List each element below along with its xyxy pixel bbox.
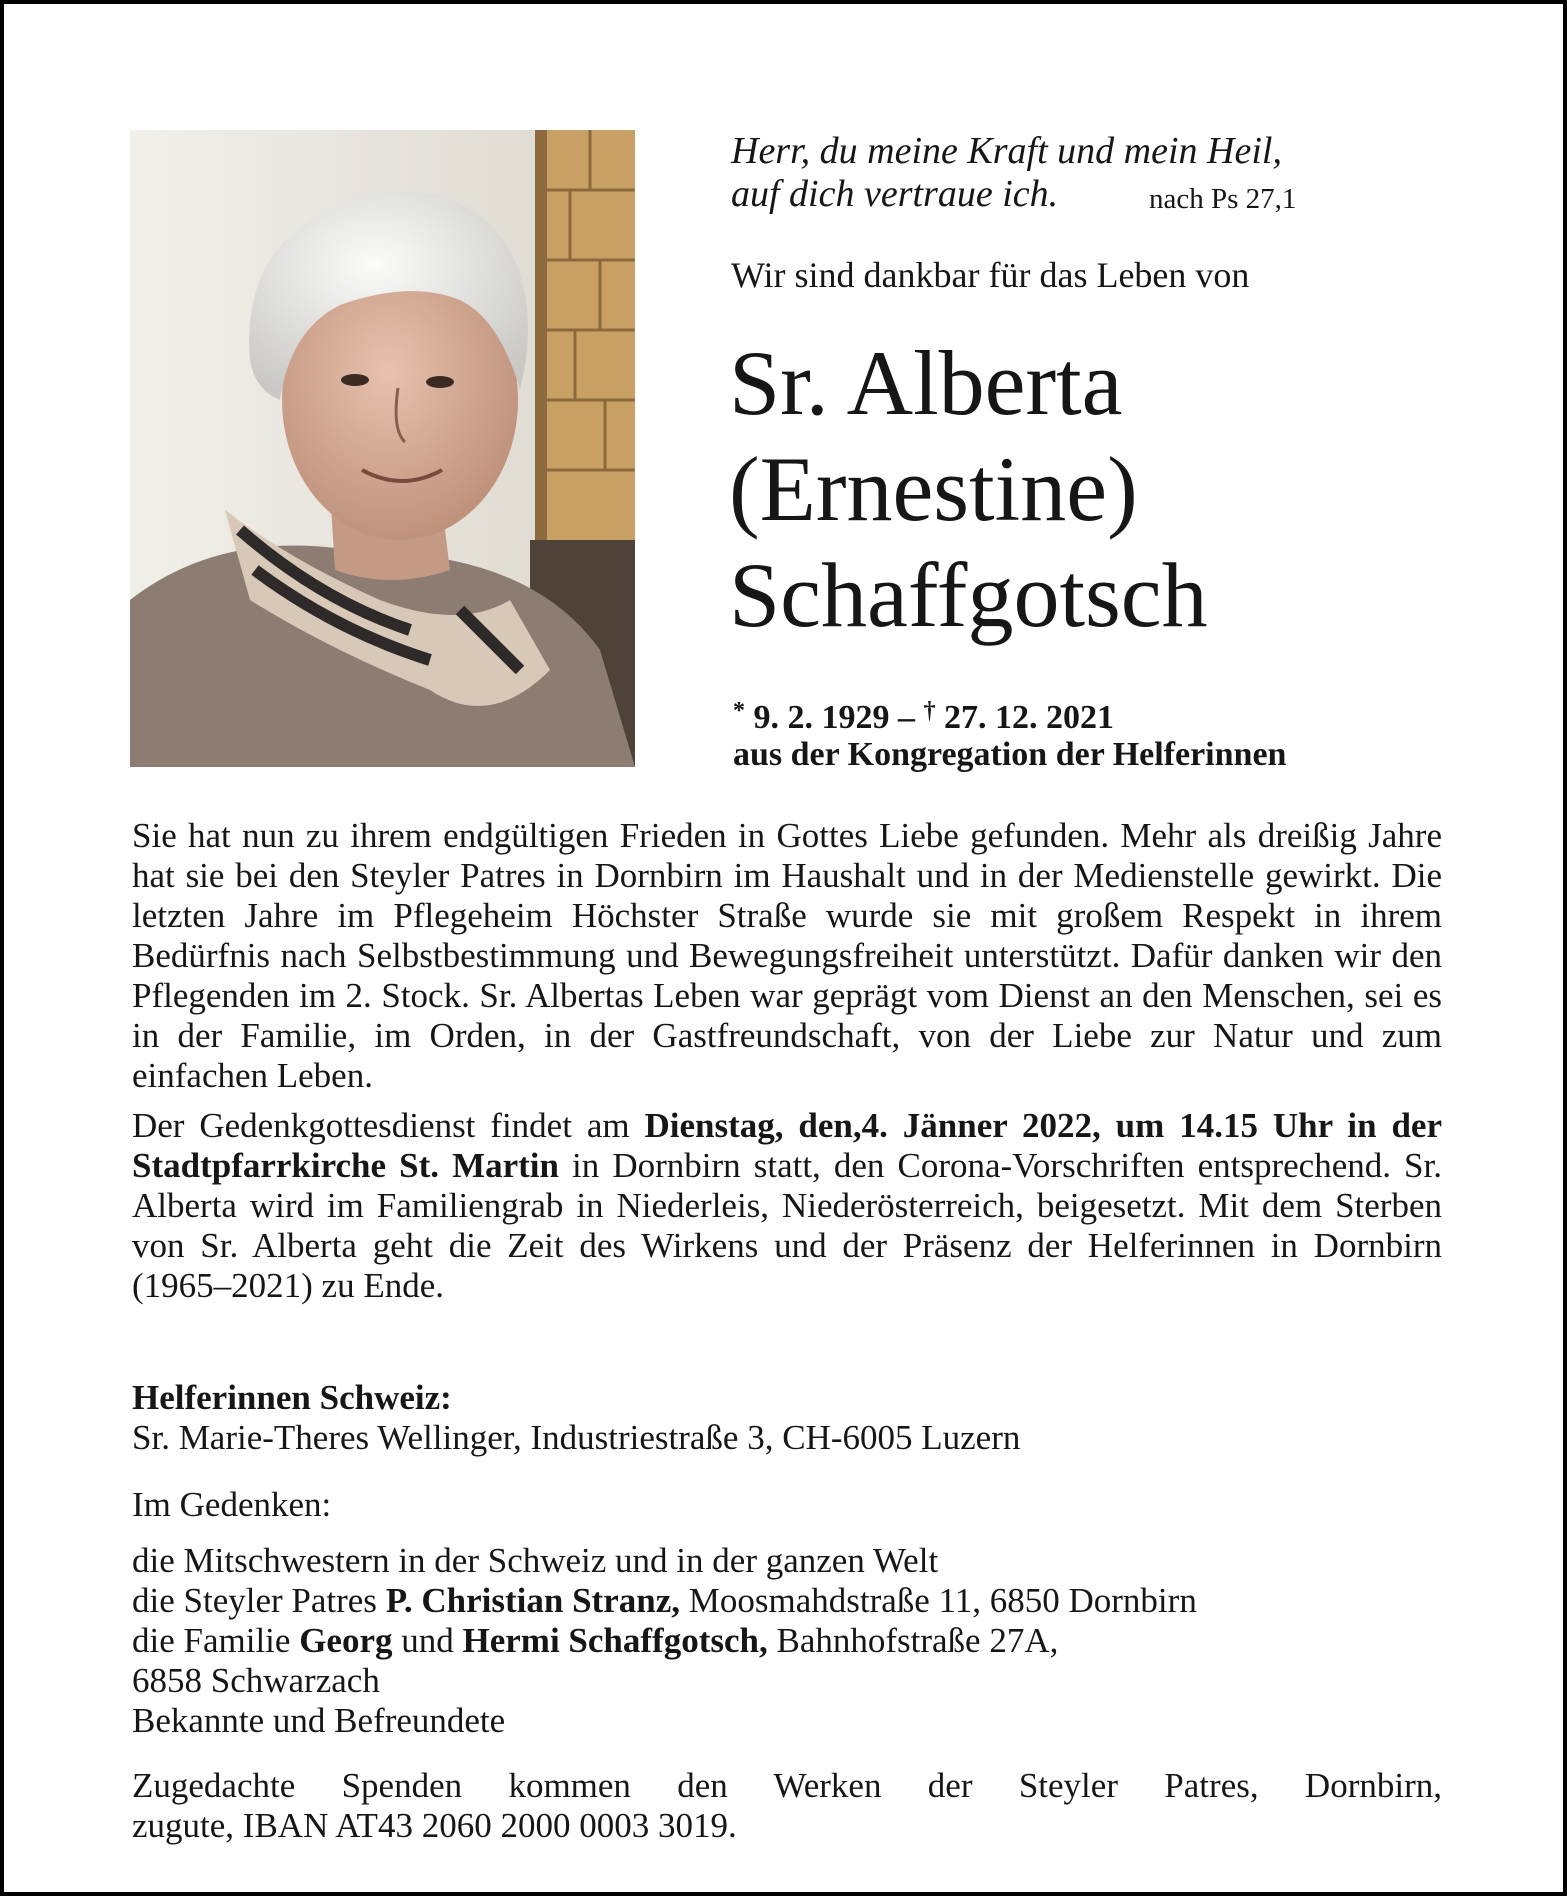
service-date-location: Dienstag, den,4. Jänner 2022, um 14.15 Uhr in der Stadtpfarrkirche St. Martin [132, 1106, 1442, 1185]
contact-address: Sr. Marie-Theres Wellinger, Industriestraße 3, CH-6005 Luzern [132, 1418, 1021, 1457]
contact-block [132, 1378, 1020, 1458]
verse-reference: nach Ps 27,1 [1149, 183, 1297, 215]
mourner-address: Bahnhofstraße 27A, [767, 1621, 1059, 1660]
obituary-page [4, 4, 1563, 1892]
mourner-prefix: die Steyler Patres [132, 1581, 386, 1620]
obituary-body [132, 816, 1442, 1316]
mourner-line-3 [132, 1621, 1197, 1661]
deceased-name [729, 330, 1208, 648]
donation-line-2: zugute, IBAN AT43 2060 2000 0003 3019. [132, 1806, 737, 1845]
name-line-3: Schaffgotsch [729, 544, 1208, 646]
mourner-name: Hermi Schaffgotsch, [462, 1621, 768, 1660]
mourner-line-5: Bekannte und Befreundete [132, 1701, 506, 1740]
mourner-line-2 [132, 1581, 1197, 1621]
birth-date: 9. 2. 1929 – [753, 699, 915, 736]
mourner-name: Georg [299, 1621, 393, 1660]
service-intro: Der Gedenkgottesdienst findet am [132, 1106, 645, 1145]
life-dates [733, 699, 1286, 773]
mourner-name: P. Christian Stranz, [385, 1581, 680, 1620]
mourner-line-4: 6858 Schwarzach [132, 1661, 380, 1700]
bible-verse [731, 130, 1297, 216]
mourner-prefix: die Familie [132, 1621, 300, 1660]
birth-symbol: * [733, 698, 745, 724]
name-line-2: (Ernestine) [729, 438, 1138, 540]
contact-heading: Helferinnen Schweiz: [132, 1378, 452, 1417]
intro-text: Wir sind dankbar für das Leben von [731, 255, 1250, 295]
donation-line-1: Zugedachte Spenden kommen den Werken der Steyler Patres, Dornbirn, [132, 1766, 1442, 1805]
mourner-conjunction: und [392, 1621, 463, 1660]
congregation: aus der Kongregation der Helferinnen [733, 736, 1287, 773]
name-line-1: Sr. Alberta [729, 332, 1123, 434]
body-paragraph-1: Sie hat nun zu ihrem endgültigen Frieden in Gottes Liebe gefunden. Mehr als dreißig Jahre hat sie bei den Steyler Patres in Dornbirn im Haushalt und in der Medienstelle gewirkt. Die letzten Jahre im Pflegeheim Höchster Straße wurde sie mit großem Respekt in ihrem Bedürfnis nach Selbstbestimmung und Bewegungsfreiheit unterstützt. Dafür danken wir den Pflegenden im 2. Stock. Sr. Albertas Leben war geprägt vom Dienst an den Menschen, sei es in der Familie, im Orden, in der Gastfreundschaft, von der Liebe zur Natur und zum einfachen Leben. [132, 816, 1442, 1095]
verse-line-2: auf dich vertraue ich. [731, 173, 1059, 215]
death-symbol: † [923, 698, 936, 724]
death-date: 27. 12. 2021 [944, 699, 1114, 736]
portrait-photo [130, 130, 635, 767]
verse-line-1: Herr, du meine Kraft und mein Heil, [731, 130, 1282, 172]
mourner-address: Moosmahdstraße 11, 6850 Dornbirn [679, 1581, 1197, 1620]
mourner-line-1: die Mitschwestern in der Schweiz und in der ganzen Welt [132, 1541, 939, 1580]
memorial-heading: Im Gedenken: [132, 1485, 332, 1524]
body-paragraph-2 [132, 1106, 1442, 1306]
service-details: in Dornbirn statt, den Corona-Vorschriften entsprechend. Sr. Alberta wird im Familiengrab in Niederleis, Niederösterreich, beigesetzt. Mit dem Sterben von Sr. Alberta geht die Zeit des Wirkens und der Präsenz der Helferinnen in Dornbirn (1965–2021) zu Ende. [132, 1146, 1442, 1305]
donation-note [132, 1766, 1442, 1846]
mourners-list [132, 1541, 1197, 1741]
